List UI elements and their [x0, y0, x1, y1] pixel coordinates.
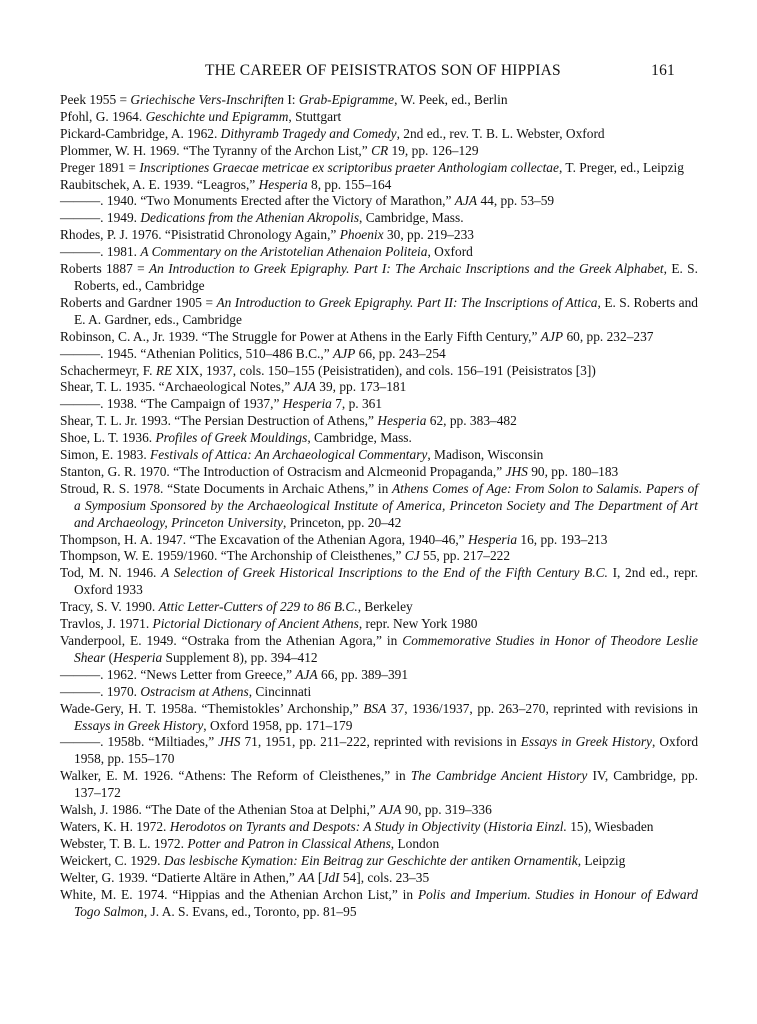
entry-text: , T. Preger, ed., Leipzig [558, 159, 684, 175]
bibliography-list [60, 92, 698, 920]
bibliography-entry [60, 346, 698, 363]
entry-text: , Oxford [427, 244, 473, 260]
entry-text: 30, pp. 219–233 [383, 227, 474, 243]
bibliography-entry [60, 853, 698, 870]
bibliography-entry [60, 870, 698, 887]
entry-title-italic: Hesperia [377, 413, 427, 429]
entry-title-italic: The Cambridge Ancient History [410, 768, 588, 784]
bibliography-entry [60, 887, 698, 921]
entry-text: , Cambridge, Mass. [307, 430, 412, 446]
bibliography-entry [60, 464, 698, 481]
bibliography-entry [60, 413, 698, 430]
entry-text: , E. S. Roberts and E. A. Gardner, eds., Cambridge [74, 294, 698, 327]
entry-title-italic: Ostracism at Athens [140, 683, 249, 699]
entry-title-italic: An Introduction to Greek Epigraphy. Part II: The Inscriptions of Attica [216, 294, 598, 310]
bibliography-entry [60, 532, 698, 549]
entry-text: 66, pp. 389–391 [317, 666, 409, 682]
bibliography-entry [60, 616, 698, 633]
entry-title-italic: Historia Einzl. [488, 818, 567, 834]
bibliography-entry [60, 447, 698, 464]
entry-text: , Cincinnati [248, 683, 312, 699]
entry-title-italic: Hesperia [467, 531, 518, 547]
bibliography-entry [60, 430, 698, 447]
entry-text: Tod, M. N. 1946. [60, 565, 162, 581]
entry-text: Simon, E. 1983. [60, 447, 151, 463]
bibliography-entry [60, 363, 698, 380]
entry-text: Welter, G. 1939. “Datierte Altäre in Athen,” [60, 869, 299, 885]
entry-text: Schachermeyr, F. [60, 362, 156, 378]
entry-title-italic: Das lesbische Kymation: Ein Beitrag zur Geschichte der antiken Ornamentik [163, 852, 578, 868]
bibliography-entry [60, 819, 698, 836]
entry-title-italic: Athens Comes of Age: From Solon to Salamis. Papers of a Symposium Sponsored by the Archaeological Institute of America, Princeton Society and The Department of Art and Archaeology, Princeton University [74, 480, 698, 530]
entry-text: Travlos, J. 1971. [60, 616, 153, 632]
entry-text: I: [284, 92, 299, 107]
bibliography-entry [60, 244, 698, 261]
entry-text: , repr. New York 1980 [358, 616, 478, 632]
entry-title-italic: Commemorative Studies in Honor of Theodore Leslie Shear [74, 633, 698, 665]
entry-text: 39, pp. 173–181 [315, 379, 407, 395]
entry-text: 90, pp. 319–336 [401, 802, 492, 818]
bibliography-entry [60, 210, 698, 227]
entry-text: Waters, K. H. 1972. [60, 818, 170, 834]
bibliography-entry [60, 295, 698, 329]
entry-text: ( [480, 818, 488, 834]
entry-text: 90, pp. 180–183 [527, 463, 619, 479]
entry-text: , Oxford 1958, pp. 171–179 [203, 717, 353, 733]
entry-text: 71, 1951, pp. 211–222, reprinted with revisions in [240, 734, 521, 750]
entry-text: Rhodes, P. J. 1976. “Pisistratid Chronology Again,” [60, 227, 340, 243]
entry-title-italic: AJP [333, 345, 356, 361]
bibliography-entry [60, 126, 698, 143]
bibliography-entry [60, 667, 698, 684]
entry-text: , J. A. S. Evans, ed., Toronto, pp. 81–95 [143, 903, 357, 919]
bibliography-entry [60, 734, 698, 768]
entry-title-italic: Inscriptiones Graecae metricae ex scriptoribus praeter Anthologiam collectae [139, 159, 559, 175]
bibliography-entry [60, 684, 698, 701]
entry-text: 44, pp. 53–59 [477, 193, 555, 209]
entry-title-italic: Pictorial Dictionary of Ancient Athens [152, 616, 359, 632]
entry-title-italic: Phoenix [339, 227, 384, 243]
entry-title-italic: Dedications from the Athenian Akropolis [140, 210, 360, 226]
entry-title-italic: Geschichte und Epigramm [145, 108, 289, 124]
entry-title-italic: CR [371, 142, 389, 158]
entry-text: ———. 1938. “The Campaign of 1937,” [60, 396, 283, 412]
entry-text: Shear, T. L. Jr. 1993. “The Persian Destruction of Athens,” [60, 413, 378, 429]
entry-text: ———. 1962. “News Letter from Greece,” [60, 666, 296, 682]
entry-text: Raubitschek, A. E. 1939. “Leagros,” [60, 176, 259, 192]
entry-text: Thompson, H. A. 1947. “The Excavation of the Athenian Agora, 1940–46,” [60, 531, 468, 547]
entry-text: Webster, T. B. L. 1972. [60, 835, 188, 851]
entry-title-italic: JdI [322, 869, 340, 885]
bibliography-entry [60, 109, 698, 126]
entry-text: Tracy, S. V. 1990. [60, 599, 159, 615]
entry-text: Stroud, R. S. 1978. “State Documents in Archaic Athens,” in [60, 480, 392, 496]
entry-text: Stanton, G. R. 1970. “The Introduction of Ostracism and Alcmeonid Propaganda,” [60, 463, 506, 479]
entry-text: Walsh, J. 1986. “The Date of the Athenian Stoa at Delphi,” [60, 802, 380, 818]
entry-text: [ [314, 869, 323, 885]
entry-text: ———. 1958b. “Miltiades,” [60, 734, 219, 750]
entry-title-italic: A Selection of Greek Historical Inscriptions to the End of the Fifth Century B.C. [161, 565, 608, 581]
bibliography-entry [60, 633, 698, 667]
entry-title-italic: Essays in Greek History [520, 734, 652, 750]
entry-text: 62, pp. 383–482 [426, 413, 517, 429]
entry-text: , Princeton, pp. 20–42 [283, 514, 402, 530]
bibliography-entry [60, 836, 698, 853]
bibliography-entry [60, 396, 698, 413]
entry-text: Pfohl, G. 1964. [60, 108, 146, 124]
bibliography-entry [60, 160, 698, 177]
entry-text: 7, p. 361 [331, 396, 383, 412]
bibliography-entry [60, 261, 698, 295]
entry-text: Pickard-Cambridge, A. 1962. [60, 125, 221, 141]
entry-text: Plommer, W. H. 1969. “The Tyranny of the Archon List,” [60, 142, 372, 158]
entry-text: IV, Cambridge, pp. 137–172 [74, 768, 698, 801]
entry-title-italic: JHS [218, 734, 241, 750]
entry-text: Weickert, C. 1929. [60, 852, 164, 868]
entry-text: I, 2nd ed., repr. Oxford 1933 [74, 565, 698, 598]
entry-title-italic: Grab-Epigramme [298, 92, 395, 107]
entry-text: ———. 1945. “Athenian Politics, 510–486 B.C.,” [60, 345, 334, 361]
running-title: THE CAREER OF PEISISTRATOS SON OF HIPPIAS [205, 62, 561, 79]
entry-title-italic: CJ [404, 548, 420, 564]
entry-text: , Madison, Wisconsin [427, 447, 544, 463]
entry-text: 55, pp. 217–222 [419, 548, 511, 564]
entry-text: Peek 1955 = [60, 92, 131, 107]
bibliography-entry [60, 92, 698, 109]
entry-title-italic: Hesperia [258, 176, 308, 192]
entry-title-italic: Polis and Imperium. Studies in Honour of Edward Togo Salmon [74, 886, 699, 919]
entry-title-italic: Attic Letter-Cutters of 229 to 86 B.C. [158, 599, 358, 615]
entry-title-italic: Potter and Patron in Classical Athens [187, 835, 391, 851]
bibliography-entry [60, 768, 698, 802]
entry-text: Walker, E. M. 1926. “Athens: The Reform of Cleisthenes,” in [60, 768, 411, 784]
bibliography-entry [60, 379, 698, 396]
entry-text: Thompson, W. E. 1959/1960. “The Archonship of Cleisthenes,” [60, 548, 405, 564]
entry-title-italic: Profiles of Greek Mouldings [155, 430, 308, 446]
entry-text: , Oxford 1958, pp. 155–170 [74, 734, 699, 767]
entry-text: , Berkeley [357, 599, 413, 615]
entry-text: ———. 1940. “Two Monuments Erected after the Victory of Marathon,” [60, 193, 455, 209]
entry-text: , Stuttgart [288, 108, 342, 124]
bibliography-entry [60, 193, 698, 210]
bibliography-entry [60, 481, 698, 532]
entry-title-italic: Herodotos on Tyrants and Despots: A Study in Objectivity [169, 818, 481, 834]
entry-title-italic: Dithyramb Tragedy and Comedy [220, 125, 397, 141]
entry-text: , Leipzig [577, 852, 626, 868]
page-number: 161 [651, 62, 675, 79]
entry-title-italic: A Commentary on the Aristotelian Athenaion Politeia [140, 244, 428, 260]
bibliography-entry [60, 227, 698, 244]
entry-text: , London [390, 835, 440, 851]
bibliography-entry [60, 701, 698, 735]
entry-title-italic: Hesperia [113, 649, 163, 665]
entry-text: ( [105, 649, 114, 665]
entry-text: Preger 1891 = [60, 159, 140, 175]
entry-text: Shoe, L. T. 1936. [60, 430, 156, 446]
entry-title-italic: AJA [295, 666, 318, 682]
entry-text: XIX, 1937, cols. 150–155 (Peisistratiden), and cols. 156–191 (Peisistratos [3]) [172, 362, 596, 378]
bibliography-entry [60, 599, 698, 616]
entry-text: 54], cols. 23–35 [339, 869, 430, 885]
bibliography-entry [60, 565, 698, 599]
entry-title-italic: JHS [505, 463, 528, 479]
entry-text: Robinson, C. A., Jr. 1939. “The Struggle for Power at Athens in the Early Fifth Century,” [60, 328, 541, 344]
entry-text: White, M. E. 1974. “Hippias and the Athenian Archon List,” in [60, 886, 418, 902]
entry-title-italic: An Introduction to Greek Epigraphy. Part I: The Archaic Inscriptions and the Greek Alphabet [149, 261, 664, 277]
entry-title-italic: RE [155, 362, 173, 378]
entry-title-italic: AJA [379, 802, 402, 818]
entry-text: Shear, T. L. 1935. “Archaeological Notes,” [60, 379, 294, 395]
entry-title-italic: AA [298, 869, 315, 885]
entry-text: 60, pp. 232–237 [563, 328, 654, 344]
entry-text: Roberts 1887 = [60, 261, 149, 277]
bibliography-entry [60, 329, 698, 346]
entry-title-italic: AJA [293, 379, 316, 395]
entry-text: ———. 1949. [60, 210, 141, 226]
bibliography-entry [60, 548, 698, 565]
entry-text: 66, pp. 243–254 [355, 345, 446, 361]
entry-title-italic: Griechische Vers-Inschriften [130, 92, 284, 107]
bibliography-entry [60, 143, 698, 160]
entry-text: , 2nd ed., rev. T. B. L. Webster, Oxford [396, 125, 605, 141]
entry-text: 37, 1936/1937, pp. 263–270, reprinted with revisions in [386, 700, 698, 716]
entry-text: Vanderpool, E. 1949. “Ostraka from the Athenian Agora,” in [60, 633, 403, 648]
entry-text: 16, pp. 193–213 [517, 531, 608, 547]
entry-text: , W. Peek, ed., Berlin [394, 92, 508, 107]
entry-text: ———. 1981. [60, 244, 141, 260]
entry-title-italic: Festivals of Attica: An Archaeological Commentary [150, 447, 428, 463]
entry-text: 8, pp. 155–164 [307, 176, 392, 192]
bibliography-entry [60, 177, 698, 194]
entry-title-italic: Hesperia [282, 396, 332, 412]
entry-text: , Cambridge, Mass. [359, 210, 464, 226]
entry-text: Wade-Gery, H. T. 1958a. “Themistokles’ Archonship,” [60, 700, 364, 716]
entry-text: 19, pp. 126–129 [388, 142, 479, 158]
entry-title-italic: BSA [363, 700, 387, 716]
bibliography-entry [60, 802, 698, 819]
entry-text: 15), Wiesbaden [566, 818, 654, 834]
entry-text: ———. 1970. [60, 683, 141, 699]
entry-title-italic: AJA [454, 193, 478, 209]
entry-title-italic: AJP [540, 328, 564, 344]
entry-title-italic: Essays in Greek History [74, 717, 204, 733]
entry-text: , E. S. Roberts, ed., Cambridge [74, 261, 698, 293]
entry-text: Supplement 8), pp. 394–412 [162, 649, 318, 665]
page-header [205, 62, 675, 82]
entry-text: Roberts and Gardner 1905 = [60, 294, 217, 310]
